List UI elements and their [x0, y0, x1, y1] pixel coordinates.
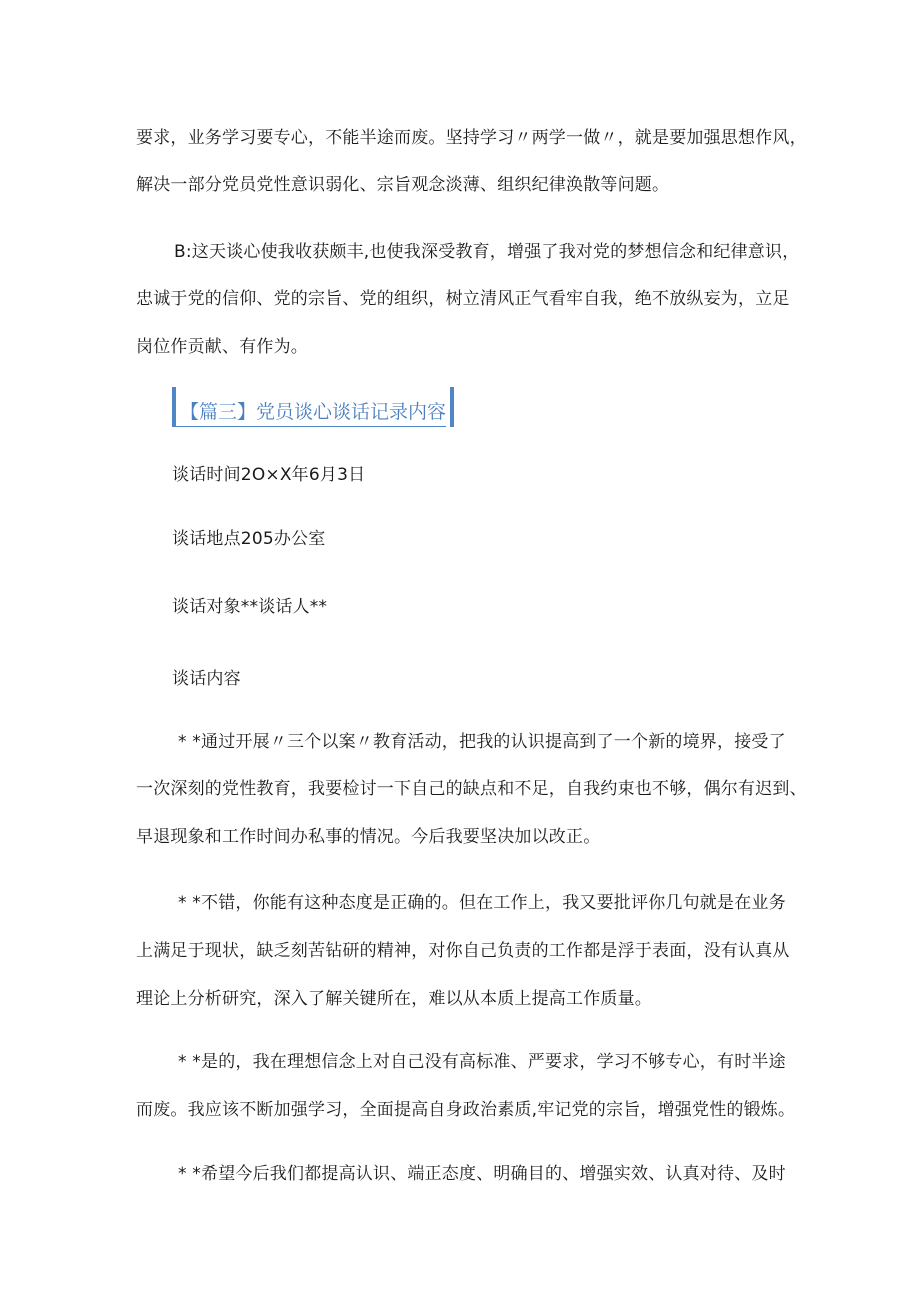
section-heading: [172, 386, 454, 428]
section-heading-text: 【篇三】党员谈心谈话记录内容: [176, 398, 446, 427]
dialogue-line: * *通过开展〃三个以案〃教育活动，把我的认识提高到了一个新的境界，接受了: [178, 732, 786, 752]
meta-place: 谈话地点205办公室: [172, 529, 326, 549]
paragraph-line: 岗位作贡献、有作为。: [136, 337, 308, 357]
meta-time: 谈话时间2O×X年6月3日: [172, 465, 366, 485]
dialogue-line: 理论上分析研究，深入了解关键所在，难以从本质上提高工作质量。: [136, 989, 652, 1009]
dialogue-line: 一次深刻的党性教育，我要检讨一下自己的缺点和不足，自我约束也不够，偶尔有迟到、: [136, 779, 807, 799]
heading-bar-right: [450, 387, 454, 427]
meta-people: 谈话对象**谈话人**: [172, 597, 328, 617]
dialogue-line: 上满足于现状，缺乏刻苦钻研的精神，对你自己负责的工作都是浮于表面，没有认真从: [136, 941, 790, 961]
dialogue-line: 早退现象和工作时间办私事的情况。今后我要坚决加以改正。: [136, 827, 601, 847]
paragraph-line: 解决一部分党员党性意识弱化、宗旨观念淡薄、组织纪律涣散等问题。: [136, 175, 670, 195]
dialogue-line: * *希望今后我们都提高认识、端正态度、明确目的、增强实效、认真对待、及时: [178, 1164, 786, 1184]
dialogue-line: * *不错，你能有这种态度是正确的。但在工作上，我又要批评你几句就是在业务: [178, 893, 786, 913]
paragraph-line: 要求，业务学习要专心，不能半途而废。坚持学习〃两学一做〃，就是要加强思想作风，: [136, 128, 807, 148]
paragraph-line: 忠诚于党的信仰、党的宗旨、党的组织，树立清风正气看牢自我，绝不放纵妄为，立足: [136, 289, 790, 309]
dialogue-line: * *是的，我在理想信念上对自己没有高标准、严要求，学习不够专心，有时半途: [178, 1052, 786, 1072]
paragraph-line: B:这天谈心使我收获颇丰,也使我深受教育，增强了我对党的梦想信念和纪律意识，: [174, 242, 800, 262]
meta-content-label: 谈话内容: [172, 669, 241, 689]
dialogue-line: 而废。我应该不断加强学习，全面提高自身政治素质,牢记党的宗旨，增强党性的锻炼。: [136, 1100, 796, 1120]
